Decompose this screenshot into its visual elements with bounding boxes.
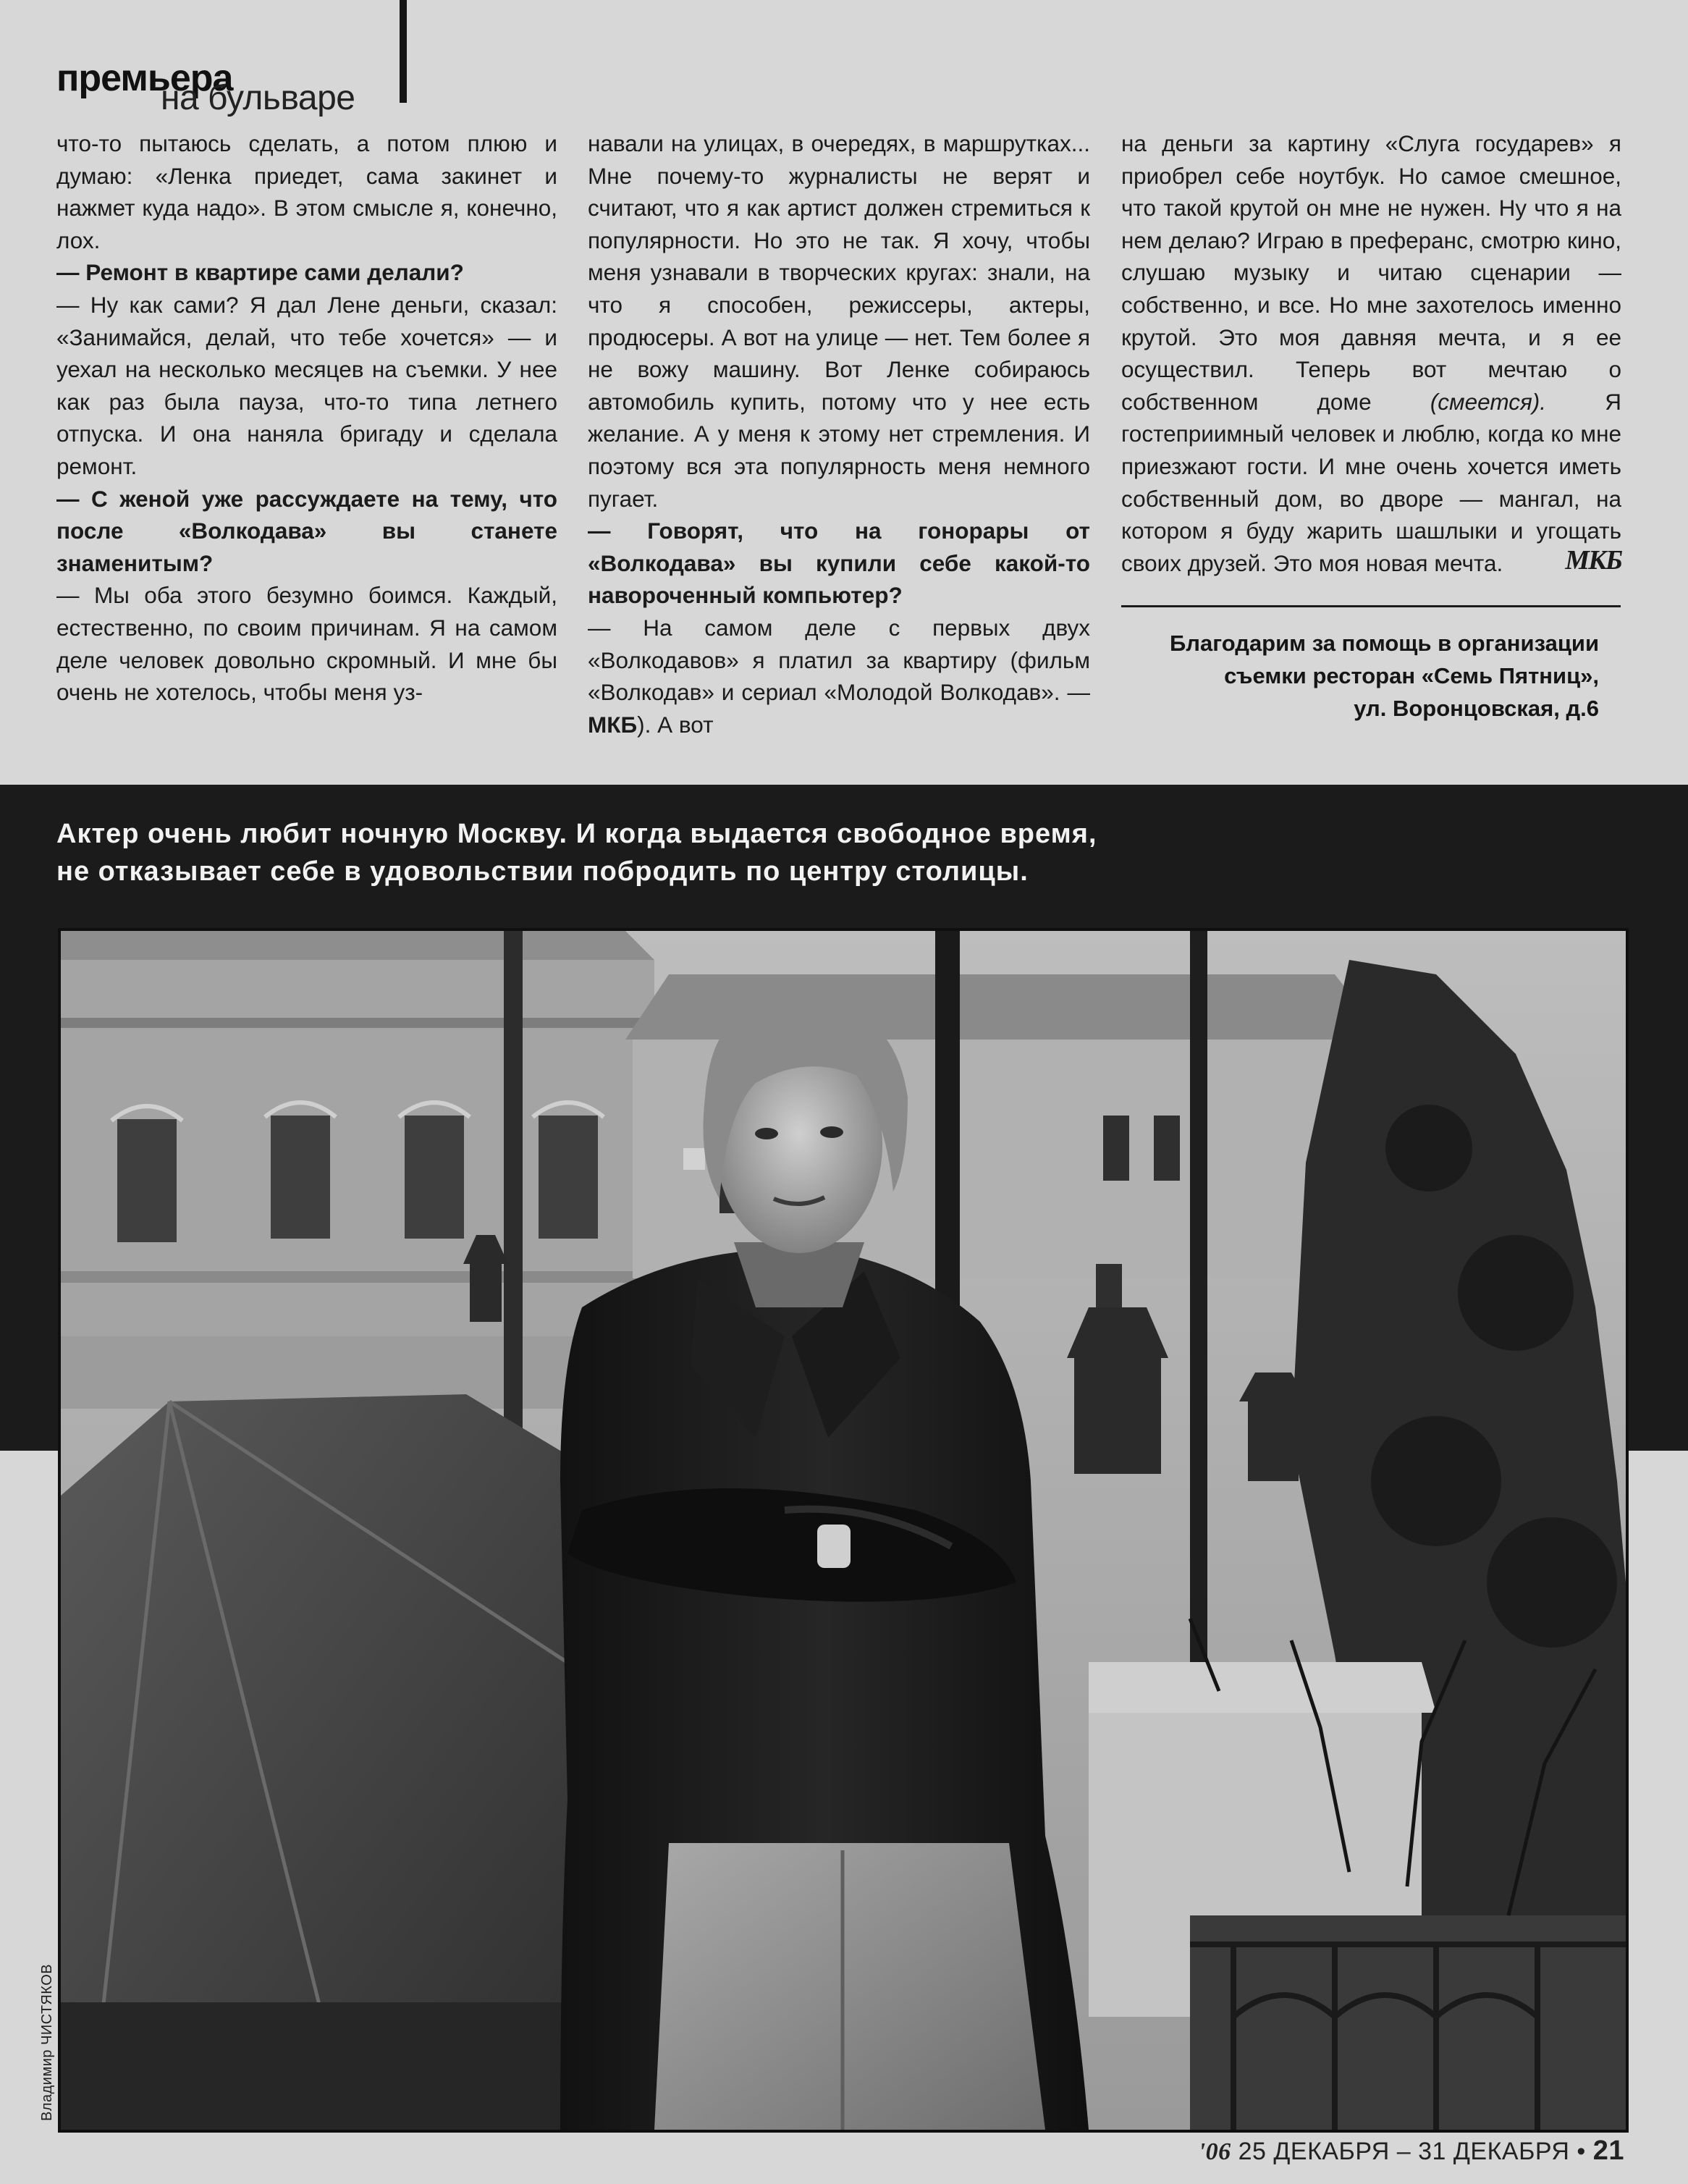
paragraph-text: Я гостеприимный человек и люблю, когда ко мне приезжают гости. И мне очень хочется иметь собственный дом, во дворе — мангал, на котором я буду жарить шашлыки и угощать своих друзей. Это моя новая мечта. xyxy=(1121,388,1621,576)
acknowledgement-line: Благодарим за помощь в организации xyxy=(1170,631,1599,656)
photo-credit: Владимир ЧИСТЯКОВ xyxy=(39,1963,55,2121)
paragraph: — Ну как сами? Я дал Лене деньги, сказал: «Занимайся, делай, что тебе хочется» — и уехал на несколько месяцев на съемки. У нее как раз была пауза, что-то типа летнего отпуска. И она наняла бригаду и сделала ремонт. xyxy=(56,291,557,479)
paragraph: — Мы оба этого безумно боимся. Каждый, естественно, по своим причинам. Я на самом деле человек довольно скромный. И мне бы очень не хотелось, чтобы меня уз- xyxy=(56,582,557,706)
caption-line: не отказывает себе в удовольствии побродить по центру столицы. xyxy=(56,856,1029,887)
paragraph: навали на улицах, в очередях, в маршрутках... Мне почему-то журналисты не верят и считают, что я как артист должен стремиться к популярности. Но это не так. Я хочу, чтобы меня узнавали в творческих кругах: знали, на что я способен, режиссеры, актеры, продюсеры. А вот на улице — нет. Тем более я не вожу машину. Вот Ленке собираюсь автомобиль купить, потому что у нее есть желание. А у меня к этому нет стремления. И поэтому вся эта популярность меня немного пугает. xyxy=(588,130,1090,512)
interview-question: — Говорят, что на гонорары от «Волкодава» вы купили себе какой-то навороченный компьютер? xyxy=(588,518,1090,609)
acknowledgement xyxy=(1121,627,1599,725)
photo-actor-on-balcony xyxy=(58,928,1629,2133)
text-column-3 xyxy=(1121,127,1621,579)
credits-rule xyxy=(1121,605,1621,607)
acknowledgement-line: съемки ресторан «Семь Пятниц», xyxy=(1224,663,1599,688)
paragraph xyxy=(588,612,1090,741)
photo-illustration xyxy=(61,931,1626,2130)
acknowledgement-line: ул. Воронцовская, д.6 xyxy=(1354,696,1599,721)
page-footer xyxy=(1199,2135,1624,2167)
footer-year: '06 xyxy=(1198,2138,1231,2165)
footer-dates: 25 ДЕКАБРЯ – 31 ДЕКАБРЯ xyxy=(1238,2138,1570,2165)
footer-bullet: • xyxy=(1577,2138,1586,2165)
caption-line: Актер очень любит ночную Москву. И когда выдается свободное время, xyxy=(56,819,1097,849)
interview-question: — Ремонт в квартире сами делали? xyxy=(56,259,464,286)
paragraph-text: на деньги за картину «Слуга государев» я приобрел себе ноутбук. Но самое смешное, что такой крутой он мне не нужен. Ну что я на нем делаю? Играю в преферанс, смотрю кино, слушаю музыку и читаю сценарии — собственно, и все. Но мне захотелось именно крутой. Это моя давняя мечта, и я ее осуществил. Теперь вот мечтаю о собственном доме xyxy=(1121,130,1621,415)
mkb-abbrev: МКБ xyxy=(588,711,638,738)
section-title: премьера xyxy=(56,57,233,99)
paragraph-text: — На самом деле с первых двух «Волкодавов» я платил за квартиру (фильм «Волкодав» и сериал «Молодой Волкодав». — xyxy=(588,614,1090,706)
section-divider-bar xyxy=(400,0,407,103)
photo-caption xyxy=(56,815,1287,890)
paragraph-text: ). А вот xyxy=(637,711,714,738)
text-column-2 xyxy=(588,127,1090,741)
page-number: 21 xyxy=(1592,2135,1624,2166)
paragraph: что-то пытаюсь сделать, а потом плюю и думаю: «Ленка приедет, сама закинет и нажмет куда надо». В этом смысле я, конечно, лох. xyxy=(56,130,557,253)
end-mark-logo: МКБ xyxy=(1565,544,1621,575)
text-column-1 xyxy=(56,127,557,709)
stage-direction: (смеется). xyxy=(1430,388,1547,415)
section-subtitle: на бульваре xyxy=(161,79,355,117)
paragraph xyxy=(1121,127,1621,579)
interview-question: — С женой уже рассуждаете на тему, что после «Волкодава» вы станете знаменитым? xyxy=(56,485,557,576)
